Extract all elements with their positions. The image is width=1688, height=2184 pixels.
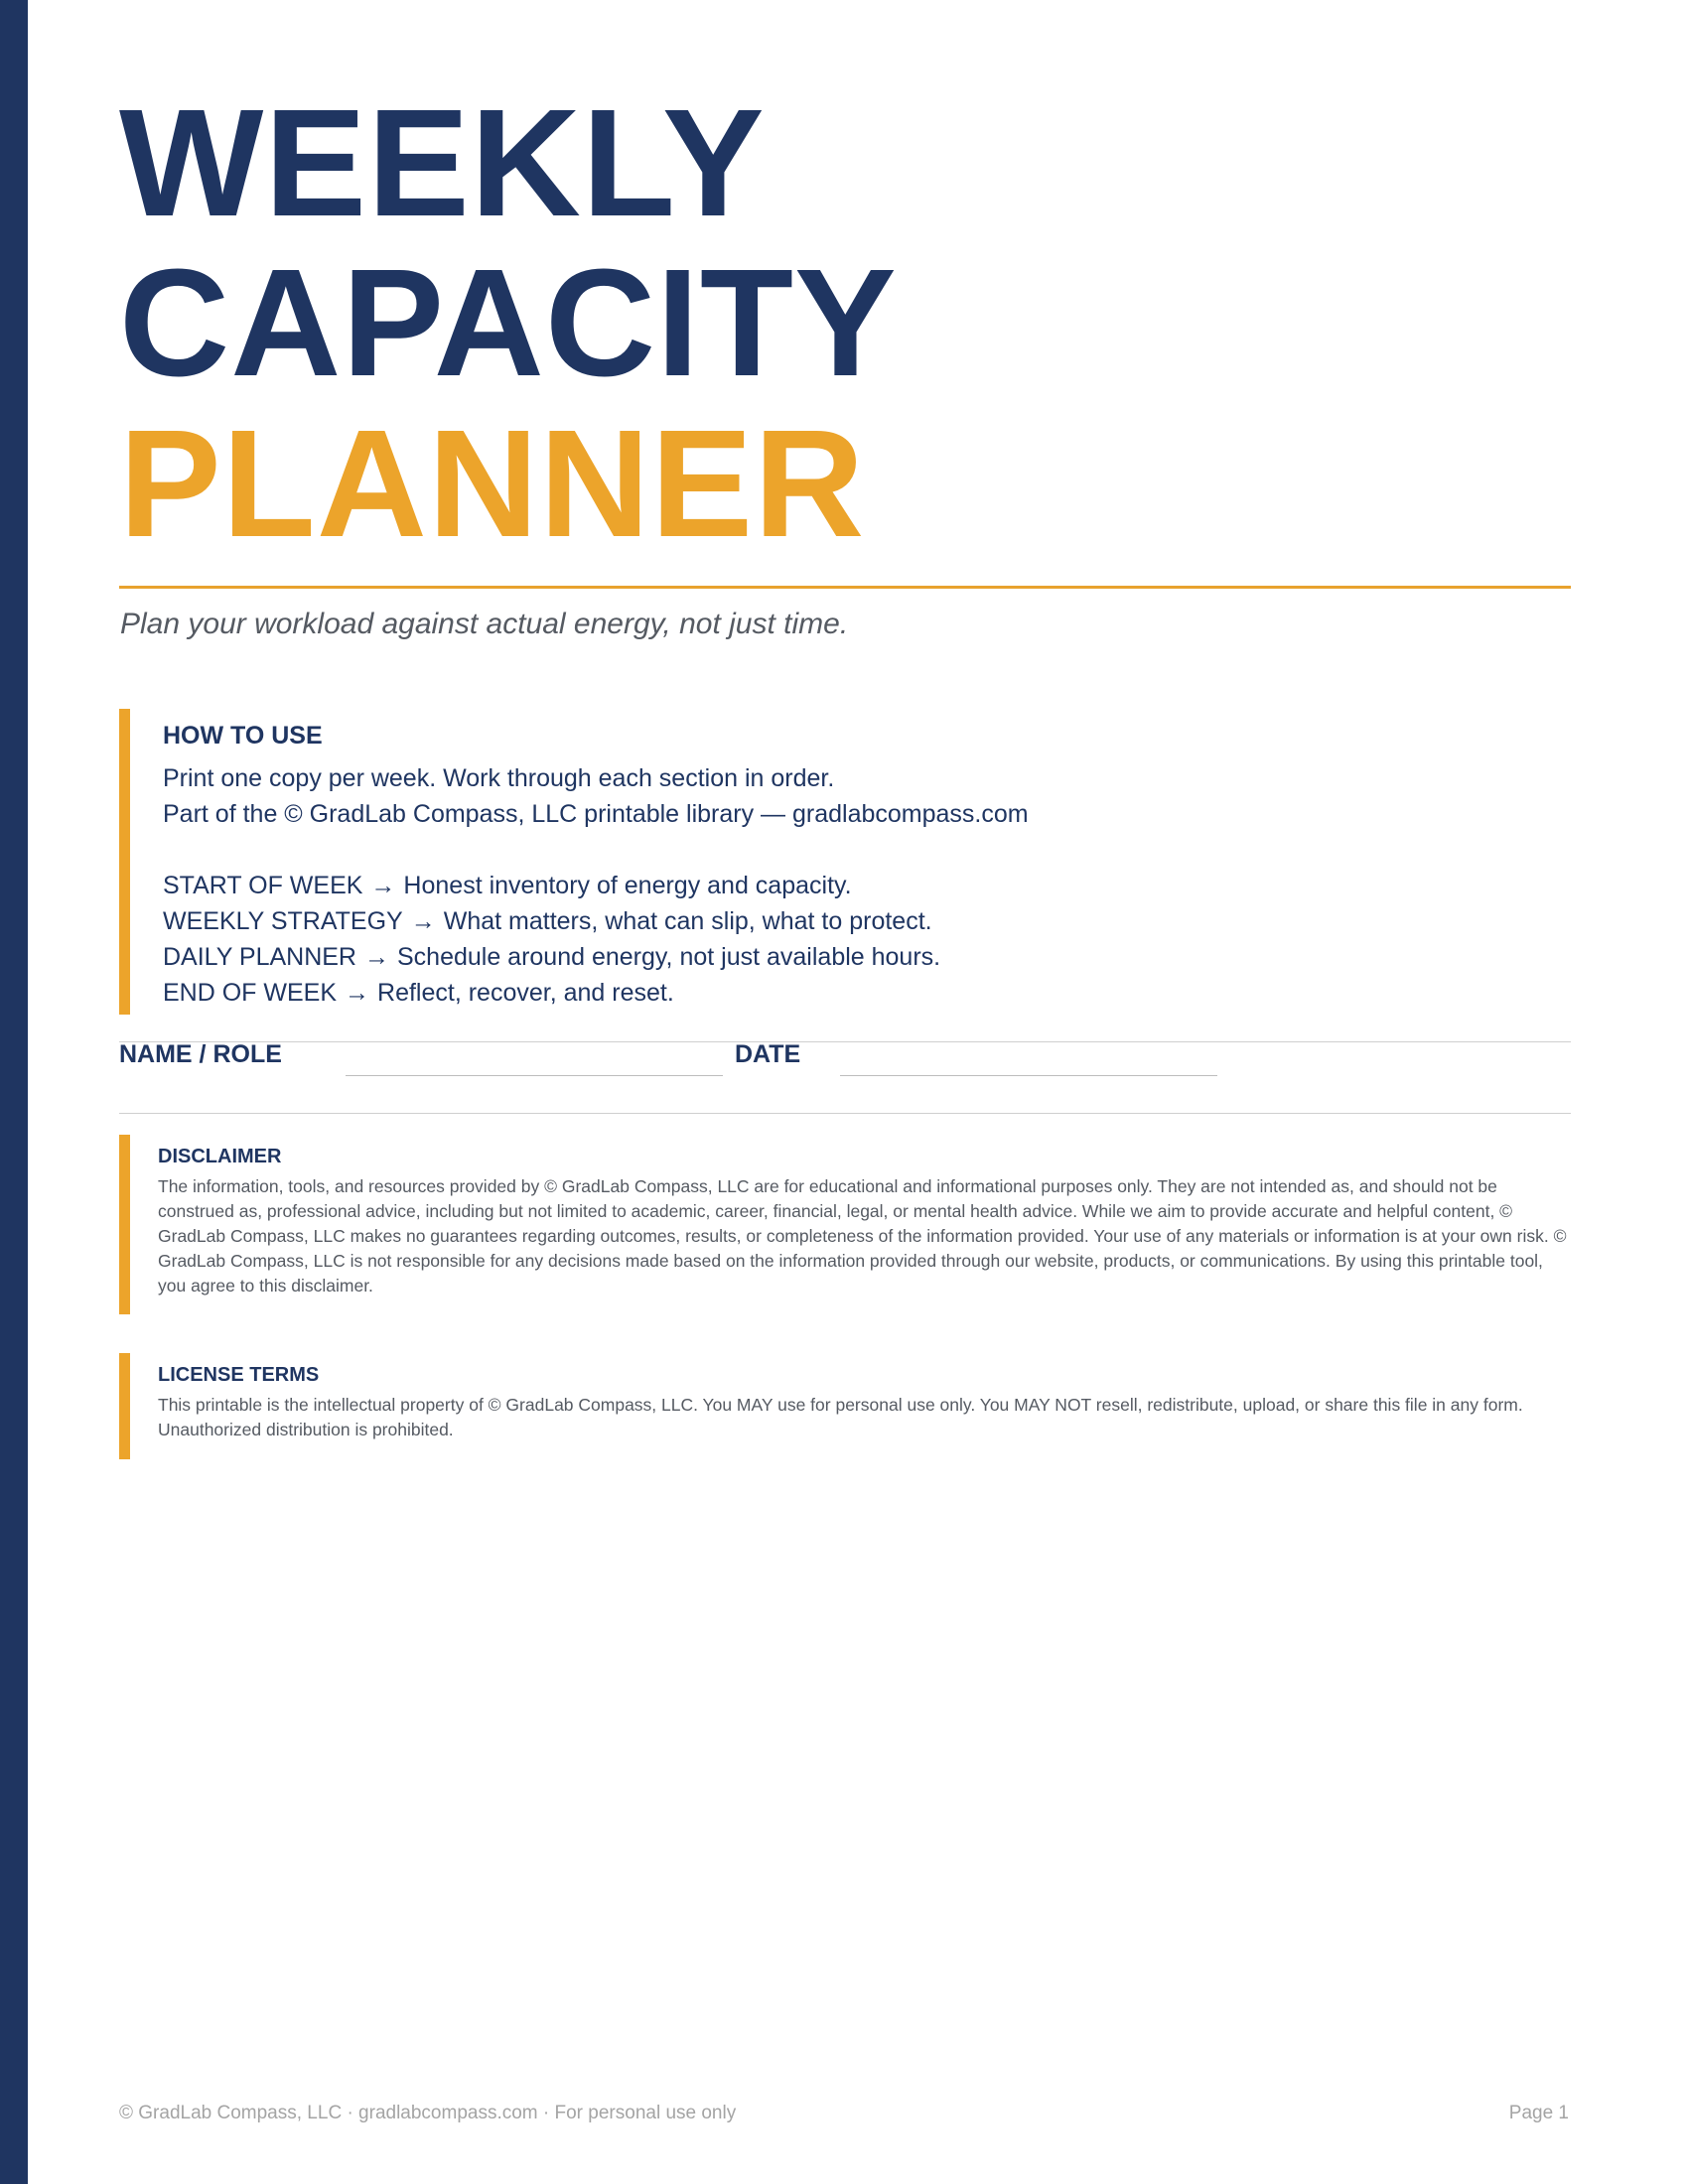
disclaimer-heading: DISCLAIMER xyxy=(158,1146,282,1167)
step-text: Schedule around energy, not just available hours. xyxy=(396,943,941,971)
footer-copyright: © GradLab Compass, LLC · gradlabcompass.com · For personal use only xyxy=(119,2103,737,2123)
date-field[interactable] xyxy=(840,1075,1217,1076)
license-heading: LICENSE TERMS xyxy=(158,1364,320,1386)
step-weekly-strategy xyxy=(163,903,1029,939)
step-daily-planner xyxy=(163,939,1029,975)
step-text: What matters, what can slip, what to protect. xyxy=(443,907,932,935)
date-label: DATE xyxy=(735,1040,801,1068)
license-content xyxy=(158,1363,1568,1442)
disclaimer-content xyxy=(158,1145,1568,1298)
fields-top-divider xyxy=(119,1041,1571,1042)
disclaimer-body: The information, tools, and resources provided by © GradLab Compass, LLC are for educational and informational purposes only. They are not intended as, and should not be construed as, professional advice, including but not limited to academic, career, financial, legal, or mental health advice. While we aim to provide accurate and helpful content, © GradLab Compass, LLC makes no guarantees regarding outcomes, results, or completeness of the information provided. Your use of any materials or information is at your own risk. © GradLab Compass, LLC is not responsible for any decisions made based on the information provided through our website, products, or communications. By using this printable tool, you agree to this disclaimer. xyxy=(158,1176,1567,1296)
step-label: WEEKLY STRATEGY xyxy=(163,907,403,935)
title-line-planner: PLANNER xyxy=(119,398,866,569)
how-to-use-heading: HOW TO USE xyxy=(163,722,323,750)
title-line-capacity: CAPACITY xyxy=(119,237,898,408)
license-body: This printable is the intellectual property of © GradLab Compass, LLC. You MAY use for personal use only. You MAY NOT resell, redistribute, upload, or share this file in any form. Unauthorized distribution is prohibited. xyxy=(158,1395,1523,1439)
step-label: END OF WEEK xyxy=(163,979,338,1007)
arrow-right-icon: → xyxy=(345,979,370,1007)
license-box xyxy=(119,1353,1570,1459)
arrow-right-icon: → xyxy=(363,943,389,971)
step-end-of-week xyxy=(163,975,1029,1011)
fields-bottom-divider xyxy=(119,1113,1571,1114)
how-to-use-intro-line: Part of the © GradLab Compass, LLC printable library — gradlabcompass.com xyxy=(163,800,1029,828)
step-text: Honest inventory of energy and capacity. xyxy=(403,872,852,899)
arrow-right-icon: → xyxy=(370,872,396,899)
footer-page-number: Page 1 xyxy=(1508,2103,1569,2123)
title-line-weekly: WEEKLY xyxy=(119,77,766,248)
name-role-label: NAME / ROLE xyxy=(119,1040,282,1068)
step-label: START OF WEEK xyxy=(163,872,363,899)
subtitle: Plan your workload against actual energy, not just time. xyxy=(120,608,849,640)
name-role-field[interactable] xyxy=(346,1075,723,1076)
how-to-use-box xyxy=(119,709,1520,1015)
how-to-use-content xyxy=(163,721,1029,1011)
disclaimer-box xyxy=(119,1135,1570,1314)
how-to-use-intro-line: Print one copy per week. Work through each section in order. xyxy=(163,764,835,792)
step-label: DAILY PLANNER xyxy=(163,943,356,971)
title-divider xyxy=(119,586,1571,589)
left-accent-bar xyxy=(0,0,28,2184)
step-start-of-week xyxy=(163,868,1029,903)
arrow-right-icon: → xyxy=(410,907,436,935)
step-text: Reflect, recover, and reset. xyxy=(377,979,674,1007)
spacer xyxy=(163,832,1029,868)
